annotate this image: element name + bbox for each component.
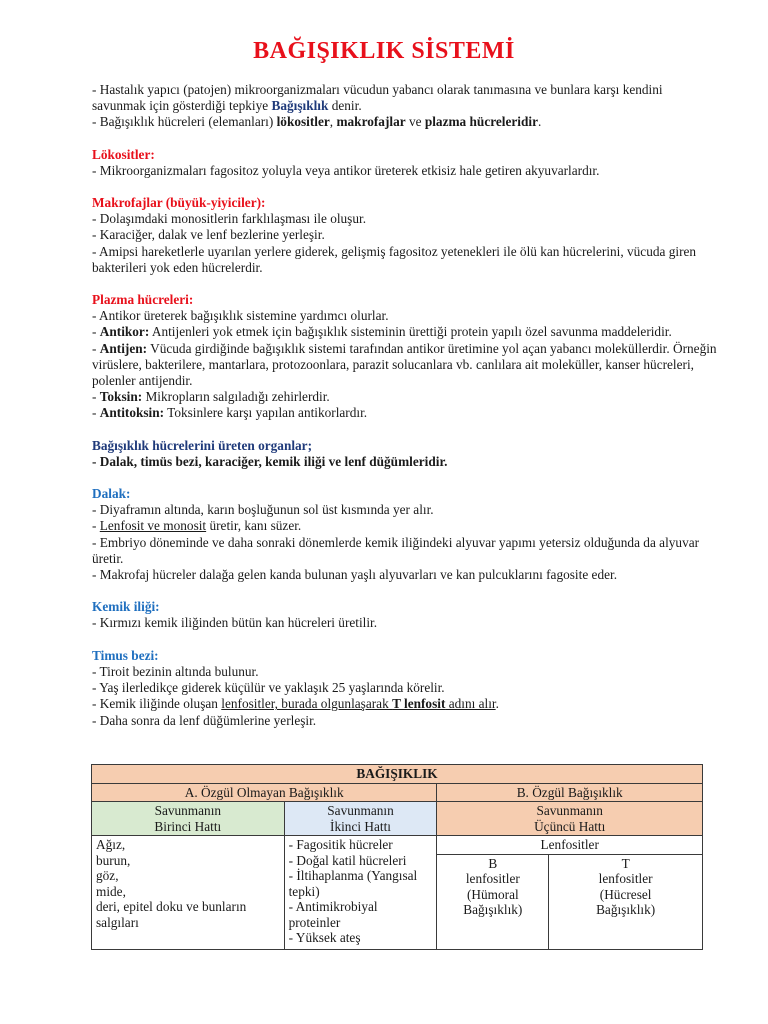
intro-text-end: denir. xyxy=(328,98,362,114)
plazma-item: - Antikor üreterek bağışıklık sistemine yardımcı olurlar. xyxy=(92,308,389,324)
term-bagisiklik: Bağışıklık xyxy=(271,98,329,114)
definition: Toksinlere karşı yapılan antikorlardır. xyxy=(164,405,368,421)
heading-makrofajlar: Makrofajlar (büyük-yiyiciler): xyxy=(92,195,266,211)
dalak-item: - Embriyo döneminde ve daha sonraki dönemlerde kemik iliğindeki alyuvar yapımı yetersiz olduğunda da alyuvar üretir. xyxy=(92,534,700,566)
bullet: - xyxy=(92,389,100,405)
header-nonspecific: A. Özgül Olmayan Bağışıklık xyxy=(92,783,437,802)
term-lokositler: lökositler xyxy=(276,114,330,130)
list-item: burun, xyxy=(96,852,131,868)
line-label: Birinci Hattı xyxy=(154,818,222,834)
definition: Vücuda girdiğinde bağışıklık sistemi tarafından antikor üretimine yol açan yabancı moleküllerdir. Örneğin virüslere, bakterilere, mantarlara, protozoonlara, parazit solucanlara vb. canlılara ait moleküller, kanser hücreleri, polenler antijendir. xyxy=(92,340,717,389)
intro-paragraph-2 xyxy=(92,114,718,130)
period: . xyxy=(495,696,499,712)
line-label: Savunmanın xyxy=(154,803,222,818)
third-line-header xyxy=(437,802,703,836)
cell-line: (Hümoral xyxy=(466,886,519,902)
timus-item xyxy=(92,696,718,712)
list-item: - Antimikrobiyal proteinler xyxy=(288,899,378,930)
table-header: BAĞIŞIKLIK xyxy=(92,765,703,784)
list-item: deri, epitel doku ve bunların salgıları xyxy=(96,899,247,930)
bullet: - xyxy=(92,405,100,421)
dalak-item: - Makrofaj hücreler dalağa gelen kanda bulunan yaşlı alyuvarları ve kan pulcuklarını fagosite eder. xyxy=(92,567,618,583)
heading-dalak: Dalak: xyxy=(92,486,131,502)
cell-line: lenfositler xyxy=(598,871,653,886)
line-label: Üçüncü Hattı xyxy=(534,818,606,834)
header-specific: B. Özgül Bağışıklık xyxy=(437,783,703,802)
t-lymphocyte-cell xyxy=(549,854,703,949)
makrofajlar-item: - Karaciğer, dalak ve lenf bezlerine yerleşir. xyxy=(92,227,325,243)
term-t-lenfosit: T lenfosit xyxy=(392,696,446,712)
definition: Mikropların salgıladığı zehirlerdir. xyxy=(142,389,330,405)
kemik-item: - Kırmızı kemik iliğinden bütün kan hücreleri üretilir. xyxy=(92,615,378,631)
item-text: - Kemik iliğinde oluşan xyxy=(92,696,222,712)
underlined-text xyxy=(221,696,495,711)
timus-item: - Yaş ilerledikçe giderek küçülür ve yaklaşık 25 yaşlarında körelir. xyxy=(92,680,445,696)
underlined-text: Lenfosit ve monosit xyxy=(99,518,207,534)
timus-item: - Tiroit bezinin altında bulunur. xyxy=(92,663,259,679)
term-makrofajlar: makrofajlar xyxy=(336,114,406,130)
list-item: Ağız, xyxy=(96,837,126,852)
bullet: - xyxy=(92,340,100,356)
b-lymphocyte-cell xyxy=(437,854,549,949)
heading-kemik-iligi: Kemik iliği: xyxy=(92,599,160,615)
separator: ve xyxy=(405,114,425,130)
second-line-header xyxy=(284,802,437,836)
lenfositler-cell: Lenfositler xyxy=(437,836,703,855)
item-text: üretir, kanı süzer. xyxy=(206,518,302,534)
line-label: İkinci Hattı xyxy=(330,818,391,834)
period: . xyxy=(537,114,542,130)
plazma-antitoksin xyxy=(92,405,718,421)
definition: Antijenleri yok etmek için bağışıklık sisteminin ürettiği protein yapılı özel savunma maddeleridir. xyxy=(149,324,672,340)
term-antikor: Antikor: xyxy=(99,324,150,340)
term-plazma: plazma hücreleridir xyxy=(424,114,538,130)
page-title: BAĞIŞIKLIK SİSTEMİ xyxy=(253,38,515,64)
immunity-table xyxy=(91,764,703,950)
line-label: Savunmanın xyxy=(327,803,394,818)
second-line-items xyxy=(284,836,437,950)
list-item: - Yüksek ateş xyxy=(288,930,361,945)
bullet: - xyxy=(92,324,100,340)
organlar-item: - Dalak, timüs bezi, karaciğer, kemik iliği ve lenf düğümleridir. xyxy=(92,453,448,469)
timus-item: - Daha sonra da lenf düğümlerine yerleşir. xyxy=(92,712,317,728)
makrofajlar-item: - Dolaşımdaki monositlerin farklılaşması ile oluşur. xyxy=(92,211,367,227)
list-item: - Doğal katil hücreleri xyxy=(288,852,407,868)
heading-organlar: Bağışıklık hücrelerini üreten organlar; xyxy=(92,437,313,453)
term-toksin: Toksin: xyxy=(99,389,143,405)
separator: , xyxy=(329,114,337,130)
list-item: - İltihaplanma (Yangısal tepki) xyxy=(288,868,418,899)
bullet: - xyxy=(92,518,100,534)
plazma-antikor xyxy=(92,324,718,340)
document-body xyxy=(92,82,718,729)
dalak-item: - Diyaframın altında, karın boşluğunun sol üst kısmında yer alır. xyxy=(92,502,434,518)
cell-line: T xyxy=(621,855,630,871)
list-item: göz, xyxy=(96,868,119,883)
makrofajlar-item: - Amipsi hareketlerle uyarılan yerlere giderek, gelişmiş fagositoz yetenekleri ile ölü kan hücrelerini, vücuda giren bakterileri yok eden hücrelerdir. xyxy=(92,243,697,275)
cell-line: B xyxy=(488,855,498,871)
cell-line: (Hücresel xyxy=(599,886,652,902)
plazma-toksin xyxy=(92,389,718,405)
list-item: mide, xyxy=(96,883,126,899)
underlined-part: lenfositler, burada olgunlaşarak xyxy=(221,696,393,712)
dalak-item xyxy=(92,518,718,534)
term-antijen: Antijen: xyxy=(99,340,148,356)
intro-text: - Bağışıklık hücreleri (elemanları) xyxy=(92,114,277,130)
cell-line: Bağışıklık) xyxy=(596,902,656,917)
intro-text: - Hastalık yapıcı (patojen) mikroorganizmaları vücudun yabancı olarak tanımasına ve bunlara karşı kendini savunmak için gösterdiği tepkiye xyxy=(92,82,663,114)
underlined-end: adını alır xyxy=(445,696,496,712)
term-antitoksin: Antitoksin: xyxy=(99,405,165,421)
heading-plazma: Plazma hücreleri: xyxy=(92,292,194,308)
cell-line: Bağışıklık) xyxy=(463,902,523,917)
plazma-antijen xyxy=(92,341,718,390)
line-label: Savunmanın xyxy=(536,803,603,818)
cell-line: lenfositler xyxy=(465,871,520,886)
first-line-items xyxy=(92,836,285,950)
heading-timus: Timus bezi: xyxy=(92,647,159,663)
first-line-header xyxy=(92,802,285,836)
intro-paragraph-1 xyxy=(92,82,718,114)
list-item: - Fagositik hücreler xyxy=(288,837,393,852)
heading-lokositler: Lökositler: xyxy=(92,146,155,162)
lokositler-item: - Mikroorganizmaları fagositoz yoluyla veya antikor üreterek etkisiz hale getiren akyuvarlardır. xyxy=(92,162,600,178)
